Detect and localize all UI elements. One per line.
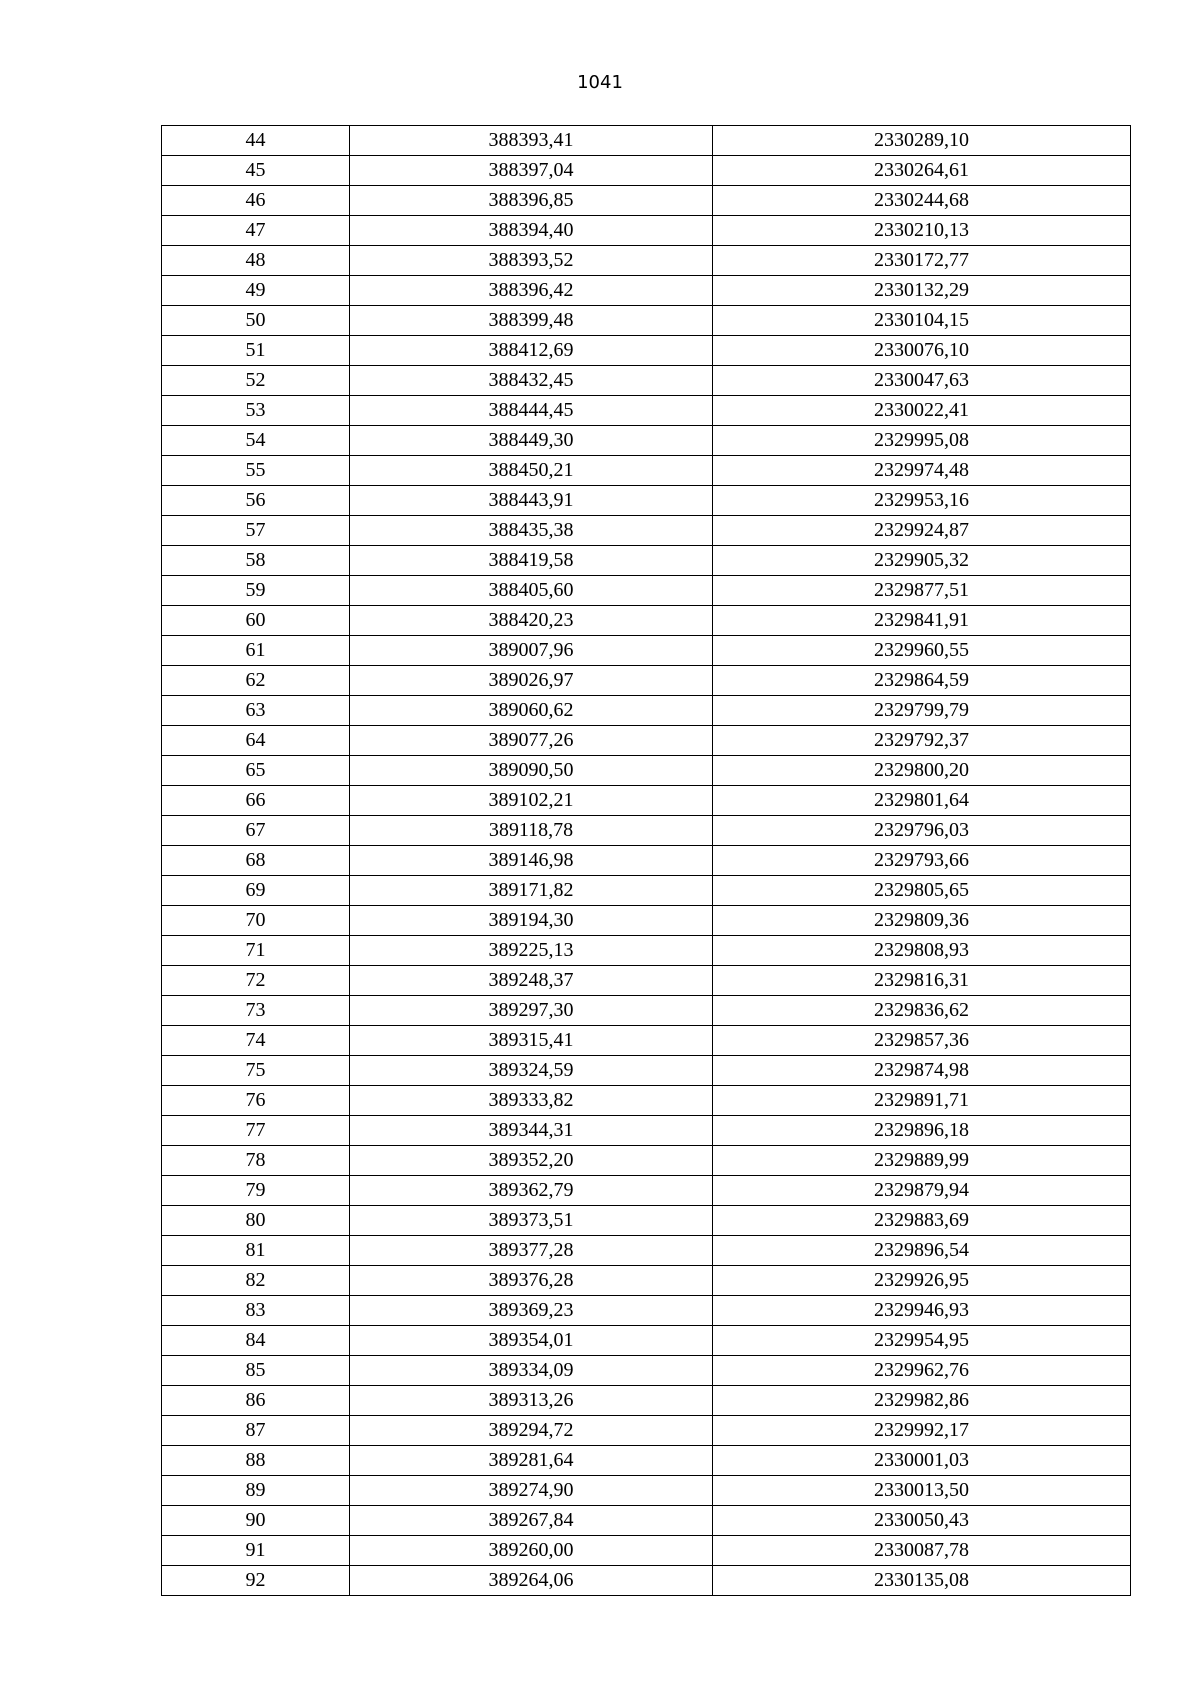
- x-coordinate-cell: 389294,72: [350, 1416, 713, 1446]
- x-coordinate-cell: 388393,52: [350, 246, 713, 276]
- y-coordinate-cell: 2329954,95: [713, 1326, 1131, 1356]
- y-coordinate-cell: 2329896,54: [713, 1236, 1131, 1266]
- x-coordinate-cell: 389007,96: [350, 636, 713, 666]
- point-number-cell: 49: [162, 276, 350, 306]
- point-number-cell: 68: [162, 846, 350, 876]
- x-coordinate-cell: 389373,51: [350, 1206, 713, 1236]
- y-coordinate-cell: 2329877,51: [713, 576, 1131, 606]
- point-number-cell: 71: [162, 936, 350, 966]
- y-coordinate-cell: 2330132,29: [713, 276, 1131, 306]
- table-row: [162, 1176, 1131, 1206]
- point-number-cell: 65: [162, 756, 350, 786]
- table-row: [162, 1116, 1131, 1146]
- y-coordinate-cell: 2330087,78: [713, 1536, 1131, 1566]
- point-number-cell: 83: [162, 1296, 350, 1326]
- y-coordinate-cell: 2329889,99: [713, 1146, 1131, 1176]
- point-number-cell: 63: [162, 696, 350, 726]
- x-coordinate-cell: 389194,30: [350, 906, 713, 936]
- y-coordinate-cell: 2330022,41: [713, 396, 1131, 426]
- table-row: [162, 1236, 1131, 1266]
- y-coordinate-cell: 2329805,65: [713, 876, 1131, 906]
- y-coordinate-cell: 2330047,63: [713, 366, 1131, 396]
- y-coordinate-cell: 2329793,66: [713, 846, 1131, 876]
- table-row: [162, 486, 1131, 516]
- x-coordinate-cell: 388393,41: [350, 126, 713, 156]
- point-number-cell: 90: [162, 1506, 350, 1536]
- x-coordinate-cell: 389281,64: [350, 1446, 713, 1476]
- y-coordinate-cell: 2329962,76: [713, 1356, 1131, 1386]
- point-number-cell: 56: [162, 486, 350, 516]
- point-number-cell: 47: [162, 216, 350, 246]
- x-coordinate-cell: 389354,01: [350, 1326, 713, 1356]
- point-number-cell: 69: [162, 876, 350, 906]
- x-coordinate-cell: 389026,97: [350, 666, 713, 696]
- table-row: [162, 966, 1131, 996]
- table-row: [162, 546, 1131, 576]
- y-coordinate-cell: 2329836,62: [713, 996, 1131, 1026]
- table-row: [162, 1266, 1131, 1296]
- table-row: [162, 456, 1131, 486]
- table-row: [162, 666, 1131, 696]
- point-number-cell: 53: [162, 396, 350, 426]
- coordinates-table: [161, 125, 1131, 1596]
- x-coordinate-cell: 389077,26: [350, 726, 713, 756]
- x-coordinate-cell: 389352,20: [350, 1146, 713, 1176]
- point-number-cell: 44: [162, 126, 350, 156]
- table-row: [162, 1056, 1131, 1086]
- x-coordinate-cell: 389376,28: [350, 1266, 713, 1296]
- point-number-cell: 89: [162, 1476, 350, 1506]
- point-number-cell: 76: [162, 1086, 350, 1116]
- x-coordinate-cell: 388394,40: [350, 216, 713, 246]
- x-coordinate-cell: 389315,41: [350, 1026, 713, 1056]
- point-number-cell: 74: [162, 1026, 350, 1056]
- x-coordinate-cell: 388449,30: [350, 426, 713, 456]
- x-coordinate-cell: 388396,42: [350, 276, 713, 306]
- y-coordinate-cell: 2329960,55: [713, 636, 1131, 666]
- x-coordinate-cell: 389267,84: [350, 1506, 713, 1536]
- y-coordinate-cell: 2329809,36: [713, 906, 1131, 936]
- point-number-cell: 60: [162, 606, 350, 636]
- x-coordinate-cell: 389344,31: [350, 1116, 713, 1146]
- y-coordinate-cell: 2330076,10: [713, 336, 1131, 366]
- x-coordinate-cell: 389274,90: [350, 1476, 713, 1506]
- table-row: [162, 366, 1131, 396]
- point-number-cell: 72: [162, 966, 350, 996]
- table-row: [162, 216, 1131, 246]
- y-coordinate-cell: 2329792,37: [713, 726, 1131, 756]
- y-coordinate-cell: 2330013,50: [713, 1476, 1131, 1506]
- y-coordinate-cell: 2329905,32: [713, 546, 1131, 576]
- table-row: [162, 756, 1131, 786]
- point-number-cell: 79: [162, 1176, 350, 1206]
- table-row: [162, 1326, 1131, 1356]
- table-row: [162, 816, 1131, 846]
- y-coordinate-cell: 2329800,20: [713, 756, 1131, 786]
- y-coordinate-cell: 2330210,13: [713, 216, 1131, 246]
- y-coordinate-cell: 2329992,17: [713, 1416, 1131, 1446]
- y-coordinate-cell: 2329883,69: [713, 1206, 1131, 1236]
- table-row: [162, 786, 1131, 816]
- table-row: [162, 936, 1131, 966]
- point-number-cell: 50: [162, 306, 350, 336]
- x-coordinate-cell: 388420,23: [350, 606, 713, 636]
- x-coordinate-cell: 388432,45: [350, 366, 713, 396]
- x-coordinate-cell: 388405,60: [350, 576, 713, 606]
- x-coordinate-cell: 389225,13: [350, 936, 713, 966]
- y-coordinate-cell: 2329874,98: [713, 1056, 1131, 1086]
- point-number-cell: 58: [162, 546, 350, 576]
- x-coordinate-cell: 389171,82: [350, 876, 713, 906]
- x-coordinate-cell: 389333,82: [350, 1086, 713, 1116]
- x-coordinate-cell: 388419,58: [350, 546, 713, 576]
- point-number-cell: 73: [162, 996, 350, 1026]
- x-coordinate-cell: 389324,59: [350, 1056, 713, 1086]
- point-number-cell: 67: [162, 816, 350, 846]
- x-coordinate-cell: 388399,48: [350, 306, 713, 336]
- point-number-cell: 66: [162, 786, 350, 816]
- x-coordinate-cell: 389102,21: [350, 786, 713, 816]
- table-row: [162, 576, 1131, 606]
- x-coordinate-cell: 389362,79: [350, 1176, 713, 1206]
- table-row: [162, 1536, 1131, 1566]
- y-coordinate-cell: 2329864,59: [713, 666, 1131, 696]
- table-row: [162, 1296, 1131, 1326]
- point-number-cell: 51: [162, 336, 350, 366]
- point-number-cell: 54: [162, 426, 350, 456]
- point-number-cell: 77: [162, 1116, 350, 1146]
- table-row: [162, 876, 1131, 906]
- point-number-cell: 64: [162, 726, 350, 756]
- point-number-cell: 48: [162, 246, 350, 276]
- table-row: [162, 1446, 1131, 1476]
- x-coordinate-cell: 389260,00: [350, 1536, 713, 1566]
- y-coordinate-cell: 2329924,87: [713, 516, 1131, 546]
- y-coordinate-cell: 2329801,64: [713, 786, 1131, 816]
- x-coordinate-cell: 389297,30: [350, 996, 713, 1026]
- point-number-cell: 52: [162, 366, 350, 396]
- table-row: [162, 1206, 1131, 1236]
- x-coordinate-cell: 389060,62: [350, 696, 713, 726]
- point-number-cell: 91: [162, 1536, 350, 1566]
- y-coordinate-cell: 2330264,61: [713, 156, 1131, 186]
- point-number-cell: 86: [162, 1386, 350, 1416]
- y-coordinate-cell: 2329879,94: [713, 1176, 1131, 1206]
- y-coordinate-cell: 2329841,91: [713, 606, 1131, 636]
- y-coordinate-cell: 2330172,77: [713, 246, 1131, 276]
- table-row: [162, 696, 1131, 726]
- table-row: [162, 606, 1131, 636]
- point-number-cell: 85: [162, 1356, 350, 1386]
- point-number-cell: 92: [162, 1566, 350, 1596]
- y-coordinate-cell: 2330244,68: [713, 186, 1131, 216]
- point-number-cell: 87: [162, 1416, 350, 1446]
- y-coordinate-cell: 2329799,79: [713, 696, 1131, 726]
- table-row: [162, 426, 1131, 456]
- y-coordinate-cell: 2330289,10: [713, 126, 1131, 156]
- table-row: [162, 126, 1131, 156]
- table-row: [162, 246, 1131, 276]
- point-number-cell: 45: [162, 156, 350, 186]
- point-number-cell: 59: [162, 576, 350, 606]
- y-coordinate-cell: 2329796,03: [713, 816, 1131, 846]
- table-row: [162, 336, 1131, 366]
- y-coordinate-cell: 2329974,48: [713, 456, 1131, 486]
- x-coordinate-cell: 389264,06: [350, 1566, 713, 1596]
- table-row: [162, 1566, 1131, 1596]
- y-coordinate-cell: 2329896,18: [713, 1116, 1131, 1146]
- y-coordinate-cell: 2330050,43: [713, 1506, 1131, 1536]
- table-row: [162, 186, 1131, 216]
- point-number-cell: 84: [162, 1326, 350, 1356]
- table-row: [162, 516, 1131, 546]
- y-coordinate-cell: 2329953,16: [713, 486, 1131, 516]
- x-coordinate-cell: 388435,38: [350, 516, 713, 546]
- y-coordinate-cell: 2329926,95: [713, 1266, 1131, 1296]
- table-row: [162, 996, 1131, 1026]
- x-coordinate-cell: 388443,91: [350, 486, 713, 516]
- x-coordinate-cell: 388396,85: [350, 186, 713, 216]
- point-number-cell: 70: [162, 906, 350, 936]
- y-coordinate-cell: 2329808,93: [713, 936, 1131, 966]
- y-coordinate-cell: 2330135,08: [713, 1566, 1131, 1596]
- x-coordinate-cell: 388450,21: [350, 456, 713, 486]
- point-number-cell: 62: [162, 666, 350, 696]
- point-number-cell: 78: [162, 1146, 350, 1176]
- y-coordinate-cell: 2329995,08: [713, 426, 1131, 456]
- table-row: [162, 636, 1131, 666]
- y-coordinate-cell: 2329946,93: [713, 1296, 1131, 1326]
- x-coordinate-cell: 389377,28: [350, 1236, 713, 1266]
- x-coordinate-cell: 389146,98: [350, 846, 713, 876]
- point-number-cell: 57: [162, 516, 350, 546]
- point-number-cell: 80: [162, 1206, 350, 1236]
- point-number-cell: 88: [162, 1446, 350, 1476]
- table-row: [162, 1386, 1131, 1416]
- table-row: [162, 396, 1131, 426]
- table-row: [162, 276, 1131, 306]
- x-coordinate-cell: 388412,69: [350, 336, 713, 366]
- coordinates-table-body: [162, 126, 1131, 1596]
- y-coordinate-cell: 2330001,03: [713, 1446, 1131, 1476]
- point-number-cell: 75: [162, 1056, 350, 1086]
- x-coordinate-cell: 389248,37: [350, 966, 713, 996]
- table-row: [162, 726, 1131, 756]
- table-row: [162, 1146, 1131, 1176]
- table-row: [162, 1476, 1131, 1506]
- table-row: [162, 1416, 1131, 1446]
- table-row: [162, 1086, 1131, 1116]
- page-number: 1041: [577, 72, 623, 93]
- x-coordinate-cell: 389369,23: [350, 1296, 713, 1326]
- y-coordinate-cell: 2329891,71: [713, 1086, 1131, 1116]
- point-number-cell: 61: [162, 636, 350, 666]
- x-coordinate-cell: 389313,26: [350, 1386, 713, 1416]
- point-number-cell: 81: [162, 1236, 350, 1266]
- y-coordinate-cell: 2329816,31: [713, 966, 1131, 996]
- x-coordinate-cell: 388397,04: [350, 156, 713, 186]
- point-number-cell: 82: [162, 1266, 350, 1296]
- table-row: [162, 846, 1131, 876]
- table-row: [162, 306, 1131, 336]
- y-coordinate-cell: 2329982,86: [713, 1386, 1131, 1416]
- y-coordinate-cell: 2329857,36: [713, 1026, 1131, 1056]
- point-number-cell: 46: [162, 186, 350, 216]
- point-number-cell: 55: [162, 456, 350, 486]
- table-row: [162, 156, 1131, 186]
- x-coordinate-cell: 388444,45: [350, 396, 713, 426]
- x-coordinate-cell: 389118,78: [350, 816, 713, 846]
- x-coordinate-cell: 389334,09: [350, 1356, 713, 1386]
- table-row: [162, 1356, 1131, 1386]
- table-row: [162, 906, 1131, 936]
- x-coordinate-cell: 389090,50: [350, 756, 713, 786]
- table-row: [162, 1506, 1131, 1536]
- y-coordinate-cell: 2330104,15: [713, 306, 1131, 336]
- table-row: [162, 1026, 1131, 1056]
